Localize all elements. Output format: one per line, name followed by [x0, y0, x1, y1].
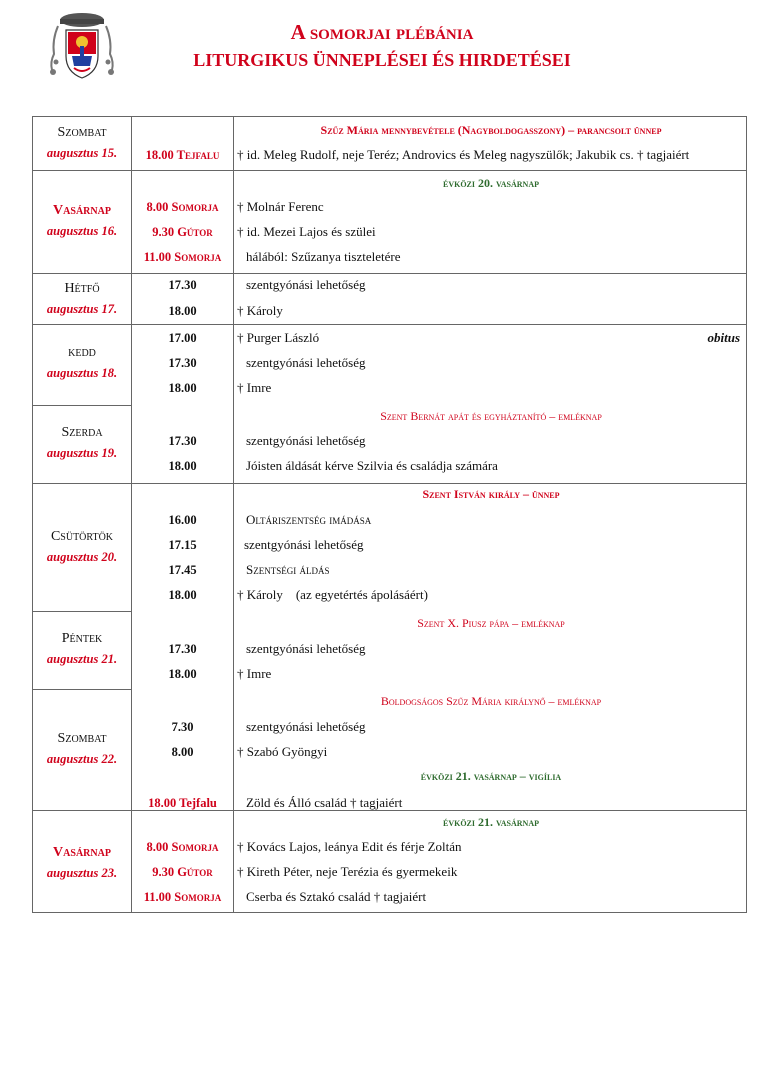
feast-heading: Szűz Mária mennybevétele (Nagyboldogasszony) – parancsolt ünnep: [320, 123, 662, 137]
day-date: augusztus 22.: [46, 752, 118, 766]
mass-time: 11.00 Somorja: [143, 250, 222, 264]
day-name: Csütörtök: [50, 529, 114, 544]
mass-intention: † Kireth Péter, neje Terézia és gyermekeik: [237, 864, 458, 879]
mass-time: 18.00 Tejfalu: [148, 796, 217, 810]
feast-heading: Szent X. Piusz pápa – emléknap: [417, 616, 565, 630]
day-cell: [33, 629, 131, 669]
mass-intention: szentgyónási lehetőség: [246, 277, 366, 292]
mass-intention: † id. Mezei Lajos és szülei: [237, 224, 376, 239]
mass-time: 17.15: [168, 538, 197, 552]
day-date: augusztus 19.: [46, 446, 118, 460]
mass-time: 18.00: [168, 588, 197, 602]
mass-intention: † Károly: [237, 303, 283, 318]
feast-heading: Boldogságos Szűz Mária királynő – emléknap: [380, 694, 602, 708]
feast-heading: évközi 21. vasárnap: [443, 815, 539, 829]
day-cell: [33, 527, 131, 567]
day-cell: [33, 279, 131, 319]
mass-intention: szentgyónási lehetőség: [246, 719, 366, 734]
mass-intention: Jóisten áldását kérve Szilvia és családja számára: [246, 458, 498, 473]
mass-intention: Cserba és Sztakó család † tagjaiért: [246, 889, 427, 904]
day-name: Péntek: [61, 631, 103, 646]
day-name: Szombat: [57, 125, 107, 140]
mass-time: 8.00: [171, 745, 194, 759]
mass-time: 16.00: [168, 513, 197, 527]
day-name: kedd: [68, 345, 96, 360]
day-name: Szombat: [57, 731, 107, 746]
mass-intention: † Molnár Ferenc: [237, 199, 324, 214]
page-header: [0, 0, 764, 100]
mass-time: 18.00: [168, 304, 197, 318]
feast-heading: Szent Bernát apát és egyháztanító – emléknap: [380, 409, 602, 423]
mass-intention: Zöld és Álló család † tagjaiért: [246, 795, 403, 810]
mass-time: 11.00 Somorja: [143, 890, 222, 904]
mass-intention: † Imre: [237, 380, 272, 395]
row-divider: [33, 273, 746, 274]
mass-intention: szentgyónási lehetőség: [244, 537, 364, 552]
day-name: Hétfő: [64, 281, 100, 296]
mass-time: 18.00: [168, 667, 197, 681]
day-date: augusztus 16.: [46, 224, 118, 238]
mass-intention: † Purger László: [237, 330, 320, 345]
mass-time: 17.30: [168, 356, 197, 370]
mass-time: 18.00: [168, 381, 197, 395]
day-date: augusztus 15.: [46, 146, 118, 160]
column-divider: [233, 117, 234, 912]
mass-time: 7.30: [171, 720, 194, 734]
day-cell: [33, 343, 131, 383]
mass-time: 17.00: [168, 331, 197, 345]
mass-time: 9.30 Gútor: [152, 865, 213, 879]
liturgy-table: [32, 116, 747, 913]
day-date: augusztus 21.: [46, 652, 118, 666]
mass-time: 9.30 Gútor: [152, 225, 213, 239]
mass-time: 8.00 Somorja: [146, 840, 219, 854]
page-subtitle: LITURGIKUS ÜNNEPLÉSEI ÉS HIRDETÉSEI: [193, 50, 571, 70]
feast-heading: évközi 21. vasárnap – vigília: [420, 769, 562, 783]
row-divider: [33, 405, 131, 406]
row-divider: [33, 483, 746, 484]
mass-intention: † Károly (az egyetértés ápolásáért): [237, 587, 428, 602]
feast-heading: Szent István király – ünnep: [422, 487, 560, 501]
mass-intention: † Imre: [237, 666, 272, 681]
mass-time: 8.00 Somorja: [146, 200, 219, 214]
mass-intention: szentgyónási lehetőség: [246, 433, 366, 448]
mass-time: 18.00 Tejfalu: [145, 148, 220, 162]
mass-intention: szentgyónási lehetőség: [246, 355, 366, 370]
row-divider: [33, 689, 131, 690]
day-name: Szerda: [61, 425, 103, 440]
day-cell: [33, 123, 131, 163]
mass-intention: szentgyónási lehetőség: [246, 641, 366, 656]
day-date: augusztus 23.: [46, 866, 118, 880]
mass-time: 17.30: [168, 642, 197, 656]
day-date: augusztus 18.: [46, 366, 118, 380]
day-name: Vasárnap: [53, 845, 111, 860]
day-cell: [33, 843, 131, 883]
mass-intention: Szentségi áldás: [246, 562, 330, 577]
obitus-note: obitus: [707, 330, 740, 345]
row-divider: [33, 611, 131, 612]
mass-time: 18.00: [168, 459, 197, 473]
page-title: A somorjai plébánia: [290, 20, 474, 44]
mass-intention: † Kovács Lajos, leánya Edit és férje Zoltán: [237, 839, 462, 854]
mass-time: 17.30: [168, 278, 197, 292]
mass-time: 17.45: [168, 563, 197, 577]
mass-time: 17.30: [168, 434, 197, 448]
day-cell: [33, 729, 131, 769]
mass-intention: † id. Meleg Rudolf, neje Teréz; Androvics és Meleg nagyszülők; Jakubik cs. † tagjaiért: [237, 147, 690, 162]
day-date: augusztus 17.: [46, 302, 118, 316]
day-cell: [33, 423, 131, 463]
day-name: Vasárnap: [53, 203, 111, 218]
day-cell: [33, 201, 131, 241]
mass-intention: hálából: Szűzanya tiszteletére: [246, 249, 401, 264]
row-divider: [33, 170, 746, 171]
mass-intention: Oltáriszentség imádása: [246, 512, 372, 527]
feast-heading: évközi 20. vasárnap: [443, 176, 539, 190]
day-date: augusztus 20.: [46, 550, 118, 564]
mass-intention: † Szabó Gyöngyi: [237, 744, 328, 759]
row-divider: [33, 324, 746, 325]
